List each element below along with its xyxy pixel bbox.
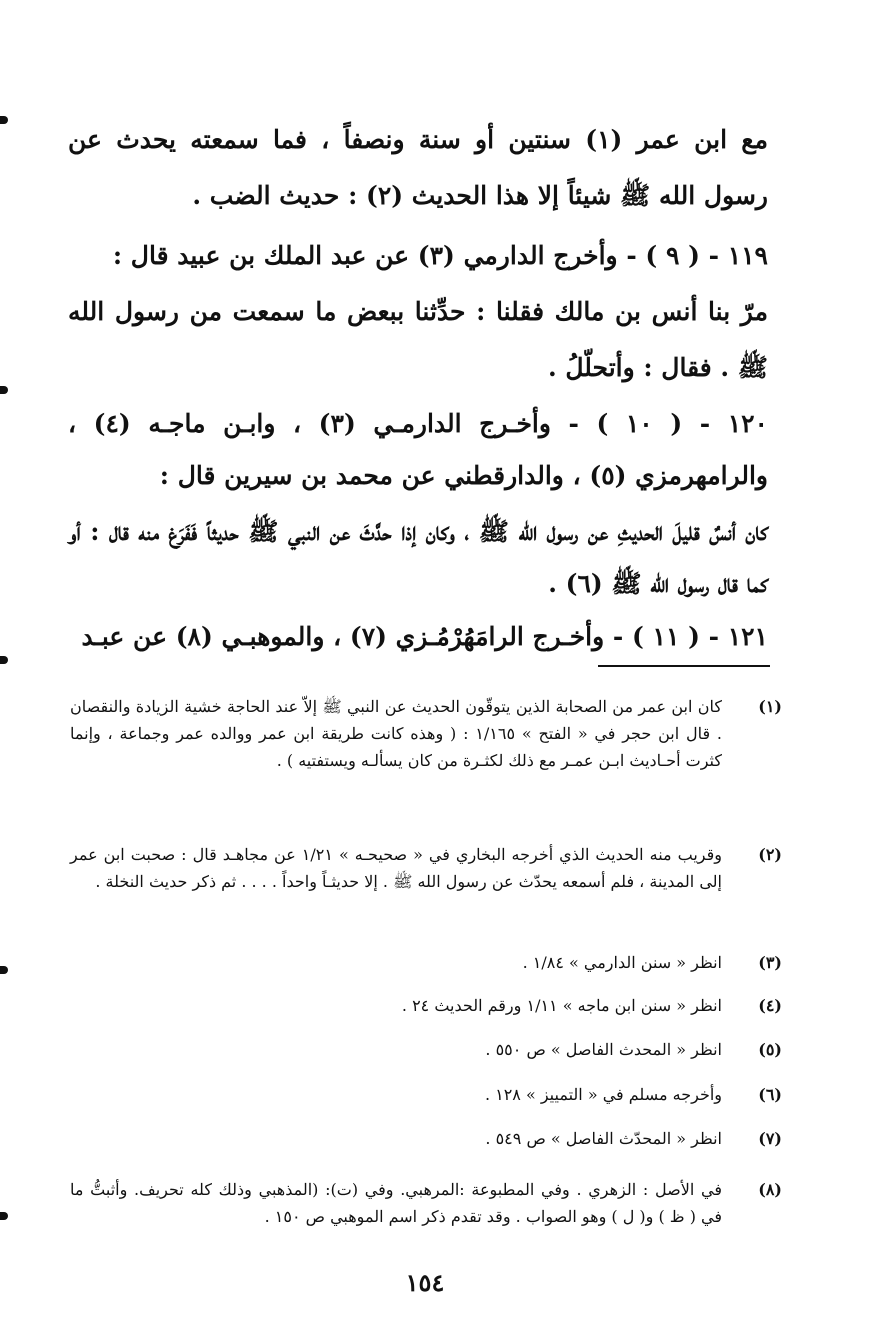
footnote <box>70 693 782 774</box>
page-number: ١٥٤ <box>405 1268 445 1297</box>
body-paragraph: ١٢٠ - ( ١٠ ) - وأخـرج الدارمـي (٣) ، وابـن ماجـه (٤) ، والرامهرمزي (٥) ، والدارقطني عن محمد بن سيرين قال : <box>68 409 768 490</box>
footnote-text: انظر « سنن ابن ماجه » ١/١١ ورقم الحديث ٢٤ . <box>401 996 722 1015</box>
footnote-text: انظر « سنن الدارمي » ١/٨٤ . <box>522 953 722 972</box>
body-paragraph: ١٢١ - ( ١١ ) - وأخـرج الرامَهُرْمُـزي (٧) ، والموهبـي (٨) عن عبـد <box>81 622 768 651</box>
footnote-number: (١) <box>758 697 782 716</box>
body-paragraph: مرّ بنا أنس بن مالك فقلنا : حدِّثنا ببعض ما سمعت من رسول الله ﷺ . فقال : وأتحلّلُ . <box>68 297 768 382</box>
footnote <box>70 1176 782 1230</box>
footnote-text: وأخرجه مسلم في « التمييز » ١٢٨ . <box>484 1085 722 1104</box>
footnote <box>70 1125 782 1152</box>
footnote-number: (٥) <box>758 1040 782 1059</box>
body-paragraph: كان أنسٌ قليلَ الحديثِ عن رسول الله ﷺ ، وكان إذا حدَّثَ عن النبي ﷺ حديثاً فَفَرَغ منه قال : أو كما قال رسول الله ﷺ (٦) . <box>68 517 768 598</box>
footnote <box>70 1036 782 1063</box>
footnote-number: (٦) <box>758 1085 782 1104</box>
scan-edge-mark <box>0 386 8 394</box>
body-paragraph: مع ابن عمر (١) سنتين أو سنة ونصفاً ، فما سمعته يحدث عن رسول الله ﷺ شيئاً إلا هذا الحديث (٢) : حديث الضب . <box>68 125 768 210</box>
footnote <box>70 841 782 895</box>
footnote <box>70 992 782 1019</box>
scan-edge-mark <box>0 966 8 974</box>
footnote-text: في الأصل : الزهري . وفي المطبوعة :المرهبي. وفي (ت): (المذهبي وذلك كله تحريف. وأثبتُّ ما في ( ظ ) و( ل ) وهو الصواب . وقد تقدم ذكر اسم الموهبي ص ١٥٠ . <box>70 1180 722 1226</box>
footnote-number: (٤) <box>758 996 782 1015</box>
footnote-number: (٣) <box>758 953 782 972</box>
scan-edge-mark <box>0 116 8 124</box>
scan-edge-mark <box>0 656 8 664</box>
footnote-number: (٧) <box>758 1129 782 1148</box>
footnote-text: كان ابن عمر من الصحابة الذين يتوقّون الحديث عن النبي ﷺ إلاّ عند الحاجة خشية الزيادة والنقصان . قال ابن حجر في « الفتح » ١/١٦٥ : ( وهذه كانت طريقة ابن عمر ووالده عمر وجماعة ، وإنما كثرت أحـاديث ابـن عمـر مع ذلك لكثـرة من كان يسألـه ويستفتيه ) . <box>70 697 722 770</box>
footnote <box>70 1081 782 1108</box>
footnote-text: انظر « المحدّث الفاصل » ص ٥٤٩ . <box>485 1129 722 1148</box>
footnote <box>70 949 782 976</box>
footnote-text: وقريب منه الحديث الذي أخرجه البخاري في « صحيحـه » ١/٢١ عن مجاهـد قال : صحبت ابن عمر إلى المدينة ، فلم أسمعه يحدّث عن رسول الله ﷺ . إلا حديثـاً واحداً . . . . ثم ذكر حديث النخلة . <box>70 845 722 891</box>
body-paragraph: ١١٩ - ( ٩ ) - وأخرج الدارمي (٣) عن عبد الملك بن عبيد قال : <box>112 241 768 270</box>
scan-edge-mark <box>0 1212 8 1220</box>
footnote-number: (٢) <box>758 845 782 864</box>
footnote-text: انظر « المحدث الفاصل » ص ٥٥٠ . <box>485 1040 722 1059</box>
footnote-divider <box>598 665 770 667</box>
footnote-number: (٨) <box>758 1180 782 1199</box>
